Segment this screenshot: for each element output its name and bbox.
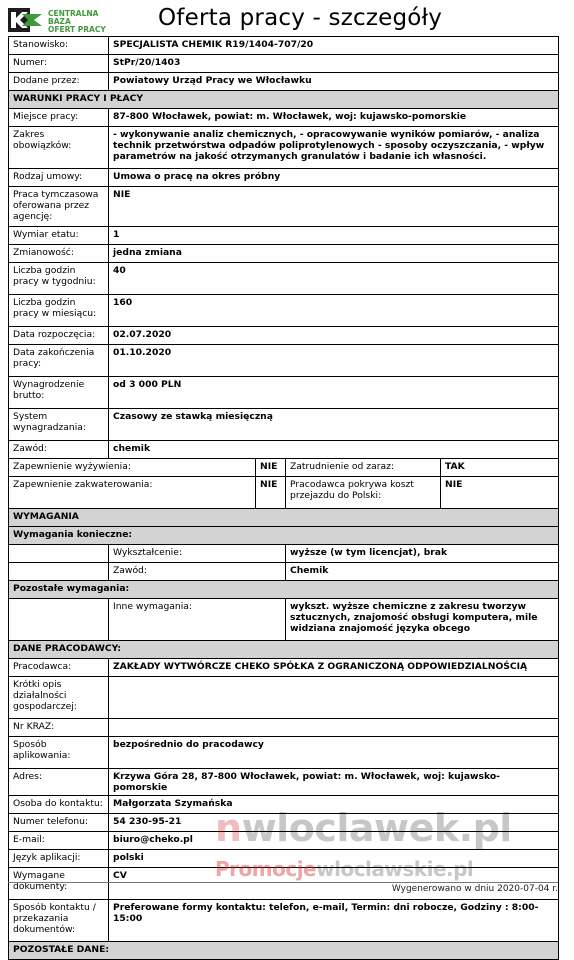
logo-line-1: CENTRALNA BAZA [48,9,99,26]
page-header [0,0,574,36]
field-value: 54 230-95-21 [109,814,559,832]
offer-table [8,36,559,960]
requirement-row [9,563,559,581]
table-row [9,832,559,850]
field-label: Dodane przez: [9,73,109,91]
section-pracodawca-title: DANE PRACODAWCY: [9,641,559,659]
table-row [9,737,559,769]
field-value: Małgorzata Szymańska [109,796,559,814]
table-row [9,127,559,169]
requirement-row [9,599,559,641]
field-label: Miejsce pracy: [9,109,109,127]
field-value: jedna zmiana [109,245,559,263]
field-label: Krótki opis działalności gospodarczej: [9,677,109,719]
table-row [9,441,559,459]
field-label: Nr KRAZ: [9,719,109,737]
table-row [9,677,559,719]
field-value: Krzywa Góra 28, 87-800 Włocławek, powiat: m. Włocławek, woj: kujawsko-pomorskie [109,769,559,796]
table-row [9,814,559,832]
benefit-value: NIE [441,477,559,509]
field-label: Język aplikacji: [9,850,109,868]
section-wymagania [9,509,559,527]
field-value: Czasowy ze stawką miesięczną [109,409,559,441]
field-value: - wykonywanie analiz chemicznych, - opracowywanie wyników pomiarów, - analiza technik przetwórstwa odpadów poliprotylenowych - sposoby oczyszczania, - wpływ parametrów na jakość otrzymanych granulatów i badanie ich własności. [109,127,559,169]
generated-date: Wygenerowano w dniu 2020-07-04 r. [391,884,558,894]
field-value: chemik [109,441,559,459]
requirement-label: Inne wymagania: [109,599,286,641]
field-label: Numer telefonu: [9,814,109,832]
field-label: Liczba godzin pracy w tygodniu: [9,263,109,295]
page-title: Oferta pracy - szczegóły [158,5,443,31]
table-row [9,295,559,327]
indent-cell [9,563,109,581]
field-label: Data rozpoczęcia: [9,327,109,345]
field-label: Zakres obowiązków: [9,127,109,169]
table-row [9,37,559,55]
table-row [9,345,559,377]
field-label: Sposób aplikowania: [9,737,109,769]
field-label: Rodzaj umowy: [9,169,109,187]
field-value: Preferowane formy kontaktu: telefon, e-mail, Termin: dni robocze, Godziny : 8:00-15:00 [109,900,559,942]
field-value: 160 [109,295,559,327]
field-value: Umowa o pracę na okres próbny [109,169,559,187]
field-label: Sposób kontaktu / przekazania dokumentów: [9,900,109,942]
subsection-konieczne [9,527,559,545]
indent-cell [9,599,109,641]
table-row [9,719,559,737]
field-label: Data zakończenia pracy: [9,345,109,377]
subsection-konieczne-title: Wymagania konieczne: [9,527,559,545]
table-row [9,850,559,868]
field-label: Adres: [9,769,109,796]
benefit-label: Zatrudnienie od zaraz: [286,459,441,477]
requirement-value: Chemik [286,563,559,581]
requirement-label: Zawód: [109,563,286,581]
field-value: biuro@cheko.pl [109,832,559,850]
field-value: CV [109,868,559,900]
field-label: Zawód: [9,441,109,459]
field-label: Wymiar etatu: [9,227,109,245]
field-value [109,677,559,719]
requirement-value: wykszt. wyższe chemiczne z zakresu tworzyw sztucznych, znajomość obsługi komputera, mile widziana znajomość języka obcego [286,599,559,641]
subsection-pozostale [9,581,559,599]
field-value [109,719,559,737]
field-value: 01.10.2020 [109,345,559,377]
benefit-row [9,459,559,477]
field-label: Osoba do kontaktu: [9,796,109,814]
table-row [9,377,559,409]
section-pracodawca [9,641,559,659]
field-label: Zmianowość: [9,245,109,263]
watermark-nwloclawek: nwloclawek.pl [215,806,512,850]
field-label: E-mail: [9,832,109,850]
table-row [9,263,559,295]
field-value: NIE [109,187,559,227]
table-row [9,659,559,677]
benefit-label: Zapewnienie zakwaterowania: [9,477,256,509]
field-value: ZAKŁADY WYTWÓRCZE CHEKO SPÓŁKA Z OGRANICZONĄ ODPOWIEDZIALNOŚCIĄ [109,659,559,677]
offer-document [8,36,558,960]
field-label: Numer: [9,55,109,73]
table-row [9,769,559,796]
subsection-pozostale-title: Pozostałe wymagania: [9,581,559,599]
table-row [9,796,559,814]
requirement-value: wyższe (w tym licencjat), brak [286,545,559,563]
field-label: Liczba godzin pracy w miesiącu: [9,295,109,327]
field-value: 1 [109,227,559,245]
field-value: bezpośrednio do pracodawcy [109,737,559,769]
field-value: 40 [109,263,559,295]
field-label: Wymagane dokumenty: [9,868,109,900]
benefit-value: TAK [441,459,559,477]
table-row [9,55,559,73]
requirement-row [9,545,559,563]
table-row [9,245,559,263]
field-value: od 3 000 PLN [109,377,559,409]
section-pozostale-dane [9,942,559,960]
section-warunki [9,91,559,109]
indent-cell [9,545,109,563]
field-value: 87-800 Włocławek, powiat: m. Włocławek, woj: kujawsko-pomorskie [109,109,559,127]
field-value: polski [109,850,559,868]
benefit-value: NIE [256,459,286,477]
table-row [9,169,559,187]
benefit-value: NIE [256,477,286,509]
field-value: StPr/20/1403 [109,55,559,73]
table-row [9,409,559,441]
benefit-row [9,477,559,509]
table-row [9,227,559,245]
table-row [9,900,559,942]
section-warunki-title: WARUNKI PRACY I PŁACY [9,91,559,109]
section-pozostale-dane-title: POZOSTAŁE DANE: [9,942,559,960]
field-label: Praca tymczasowa oferowana przez agencję: [9,187,109,227]
field-value: Powiatowy Urząd Pracy we Włocławku [109,73,559,91]
cbop-logo [8,8,113,32]
field-label: Wynagrodzenie brutto: [9,377,109,409]
table-row [9,187,559,227]
table-row [9,109,559,127]
field-value: SPECJALISTA CHEMIK R19/1404-707/20 [109,37,559,55]
benefit-label: Zapewnienie wyżywienia: [9,459,256,477]
watermark-promocje: Promocjewloclawskie.pl [215,857,474,881]
field-label: System wynagradzania: [9,409,109,441]
footer-divider [8,882,558,883]
benefit-label: Pracodawca pokrywa koszt przejazdu do Polski: [286,477,441,509]
table-row [9,327,559,345]
table-row [9,73,559,91]
section-wymagania-title: WYMAGANIA [9,509,559,527]
field-value: 02.07.2020 [109,327,559,345]
field-label: Pracodawca: [9,659,109,677]
requirement-label: Wykształcenie: [109,545,286,563]
field-label: Stanowisko: [9,37,109,55]
logo-mark-icon [8,8,42,32]
logo-line-2: OFERT PRACY [48,25,106,34]
